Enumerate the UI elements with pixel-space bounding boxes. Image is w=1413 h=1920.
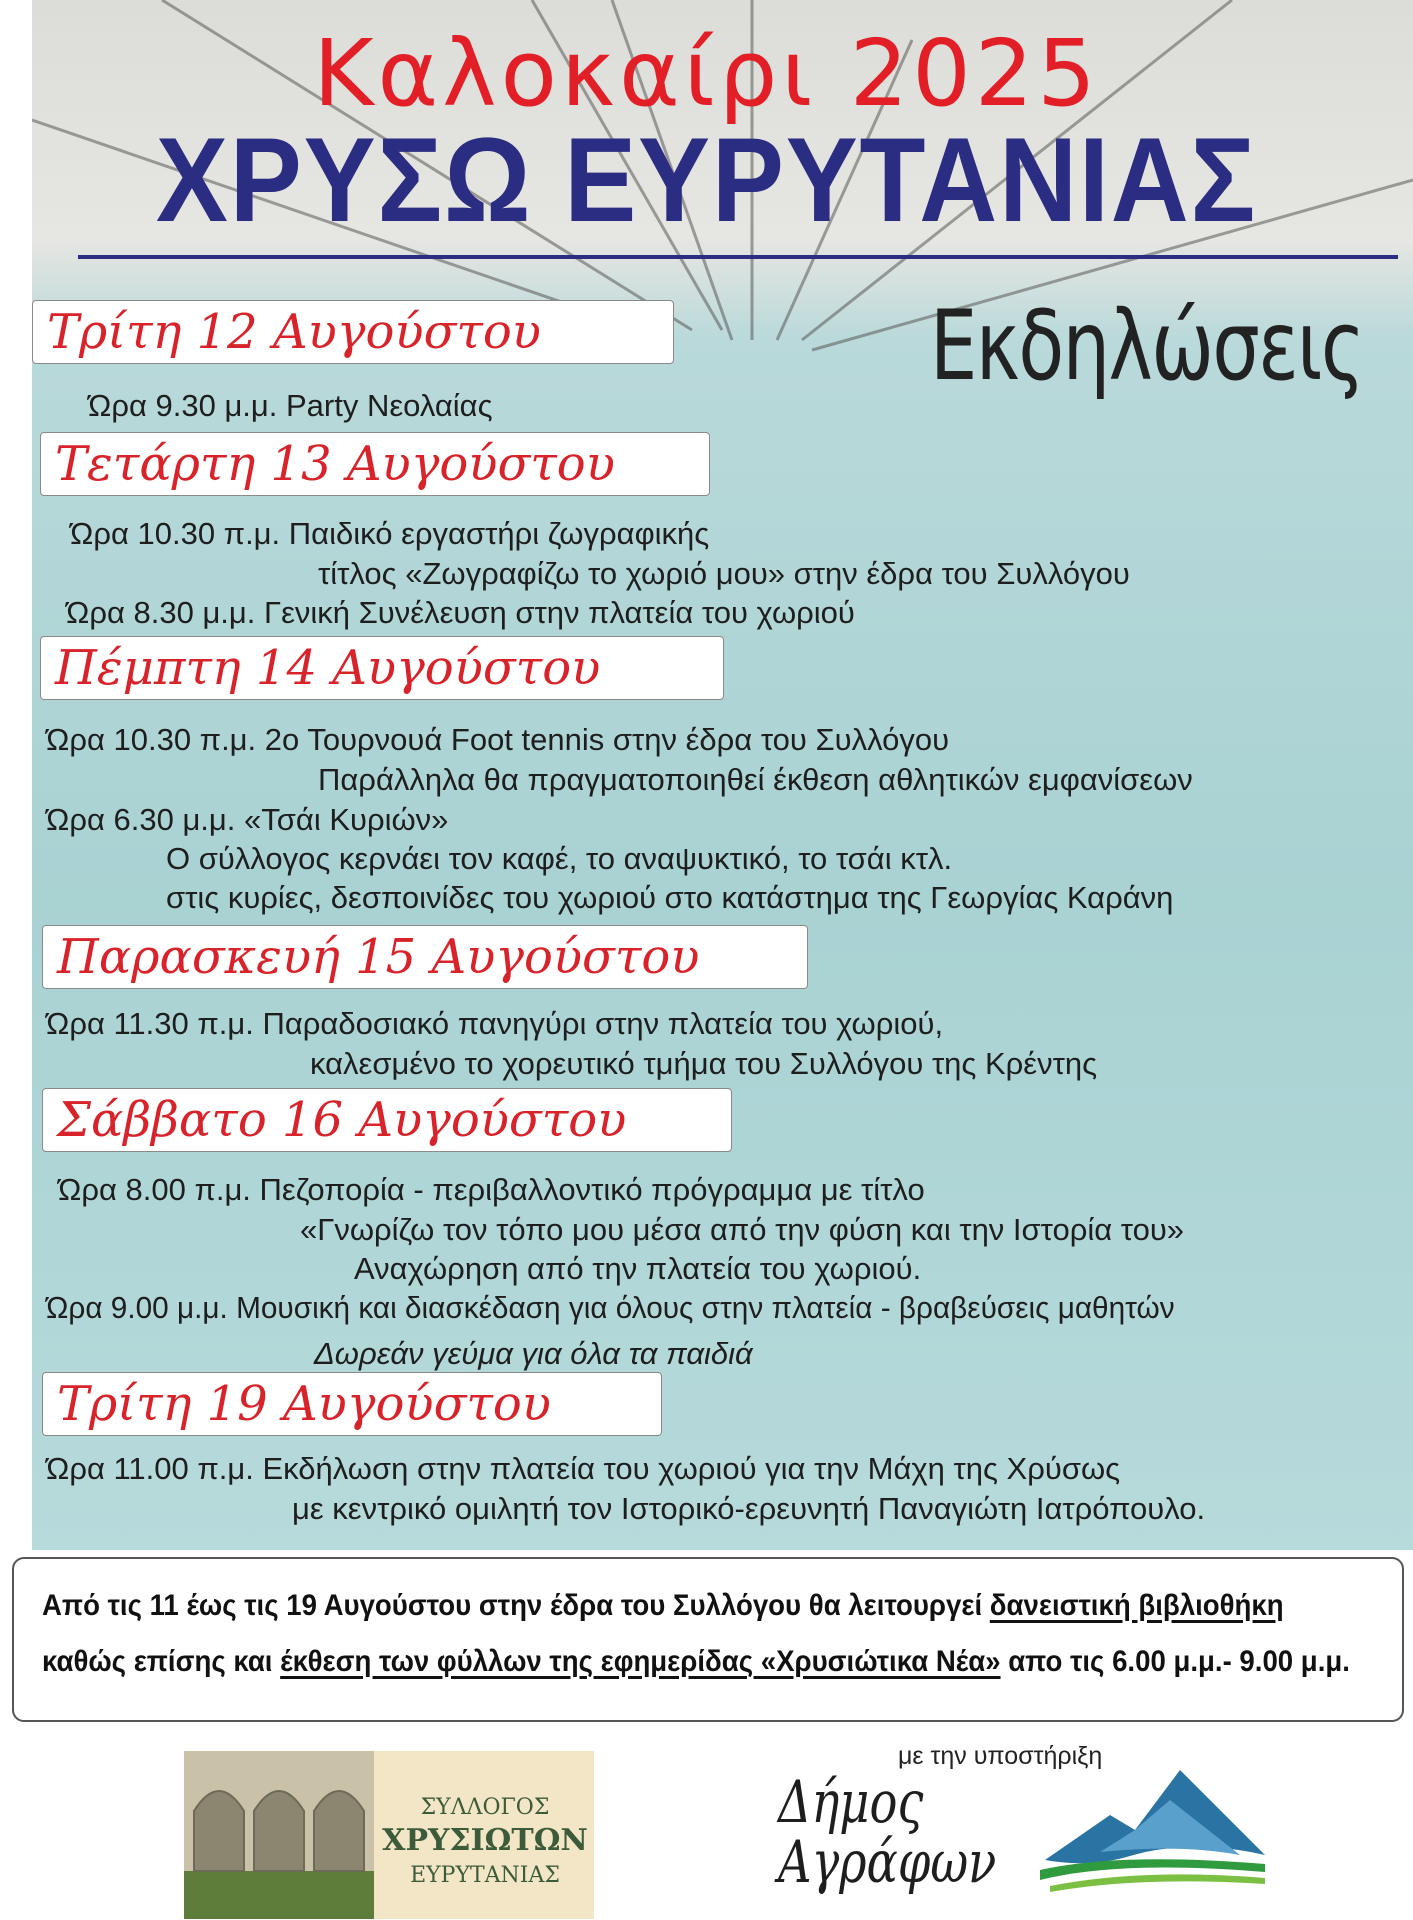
event-line: Ώρα 10.30 π.μ. Παιδικό εργαστήρι ζωγραφικής	[70, 516, 710, 551]
day-heading-wed-13: Τετάρτη 13 Αυγούστου	[40, 432, 710, 496]
event-line: Ώρα 9.00 μ.μ. Μουσική και διασκέδαση για όλους στην πλατεία - βραβεύσεις μαθητών	[46, 1290, 1175, 1325]
notice-text: καθώς επίσης και	[42, 1645, 281, 1678]
events-heading: Εκδηλώσεις	[930, 290, 1364, 402]
day-heading-fri-15: Παρασκευή 15 Αυγούστου	[42, 925, 808, 989]
event-line: Ώρα 10.30 π.μ. 2ο Τουρνουά Foot tennis στην έδρα του Συλλόγου	[46, 722, 950, 757]
event-line: Ο σύλλογος κερνάει τον καφέ, το αναψυκτικό, το τσάι κτλ.	[166, 841, 953, 876]
event-line: «Γνωρίζω τον τόπο μου μέσα από την φύση και την Ιστορία του»	[300, 1212, 1185, 1247]
event-line: Ώρα 11.30 π.μ. Παραδοσιακό πανηγύρι στην πλατεία του χωριού,	[46, 1006, 944, 1041]
event-line: Ώρα 11.00 π.μ. Εκδήλωση στην πλατεία του χωριού για την Μάχη της Χρύσως	[46, 1451, 1121, 1486]
assoc-line-1: ΣΥΛΛΟΓΟΣ	[420, 1795, 550, 1820]
library-notice-box	[12, 1557, 1404, 1722]
day-heading-tue-12: Τρίτη 12 Αυγούστου	[32, 300, 674, 364]
event-line: Ώρα 8.30 μ.μ. Γενική Συνέλευση στην πλατεία του χωριού	[66, 595, 855, 630]
event-line: καλεσμένο το χορευτικό τμήμα του Συλλόγου της Κρέντης	[310, 1046, 1098, 1081]
event-line: Ώρα 9.30 μ.μ. Party Νεολαίας	[88, 388, 493, 423]
day-heading-tue-19: Τρίτη 19 Αυγούστου	[42, 1372, 662, 1436]
notice-exhibition-underlined: έκθεση των φύλλων της εφημερίδας «Χρυσιώτικα Νέα»	[280, 1645, 1001, 1678]
fountain-arches-icon	[184, 1751, 374, 1919]
notice-hours: απο τις 6.00 μ.μ.- 9.00 μ.μ.	[1000, 1645, 1350, 1678]
village-title: ΧΡΥΣΩ ΕΥΡΥΤΑΝΙΑΣ	[155, 113, 1258, 247]
notice-text: Από τις 11 έως τις 19 Αυγούστου στην έδρα του Συλλόγου θα λειτουργεί	[42, 1589, 990, 1622]
notice-line-2	[42, 1645, 1350, 1679]
event-line: στις κυρίες, δεσποινίδες του χωριού στο κατάστημα της Γεωργίας Καράνη	[166, 880, 1174, 915]
assoc-line-2: ΧΡΥΣΙΩΤΩΝ	[382, 1823, 588, 1858]
day-heading-thu-14: Πέμπτη 14 Αυγούστου	[40, 636, 724, 700]
support-label: με την υποστήριξη	[898, 1742, 1103, 1770]
summer-year-title: Καλοκαίρι 2025	[313, 20, 1100, 127]
assoc-line-3: ΕΥΡΥΤΑΝΙΑΣ	[410, 1863, 560, 1888]
notice-line-1	[42, 1589, 1284, 1623]
event-line: τίτλος «Ζωγραφίζω το χωριό μου» στην έδρα του Συλλόγου	[318, 556, 1130, 591]
event-line: Ώρα 6.30 μ.μ. «Τσάι Κυριών»	[46, 802, 449, 837]
mountains-logo-icon	[1040, 1760, 1270, 1900]
day-heading-sat-16: Σάββατο 16 Αυγούστου	[42, 1088, 732, 1152]
notice-library-underlined: δανειστική βιβλιοθήκη	[989, 1589, 1284, 1622]
event-line: Ώρα 8.00 π.μ. Πεζοπορία - περιβαλλοντικό πρόγραμμα με τίτλο	[58, 1172, 925, 1207]
title-underline	[78, 255, 1398, 259]
association-logo	[184, 1751, 594, 1919]
event-line-free-meal: Δωρεάν γεύμα για όλα τα παιδιά	[314, 1336, 753, 1371]
municipality-name-1: Δήμος	[778, 1768, 924, 1836]
municipality-name-2: Αγράφων	[778, 1828, 997, 1896]
event-line: Παράλληλα θα πραγματοποιηθεί έκθεση αθλητικών εμφανίσεων	[318, 762, 1193, 797]
event-line: με κεντρικό ομιλητή τον Ιστορικό-ερευνητή Παναγιώτη Ιατρόπουλο.	[292, 1491, 1206, 1526]
event-line: Αναχώρηση από την πλατεία του χωριού.	[354, 1251, 922, 1286]
